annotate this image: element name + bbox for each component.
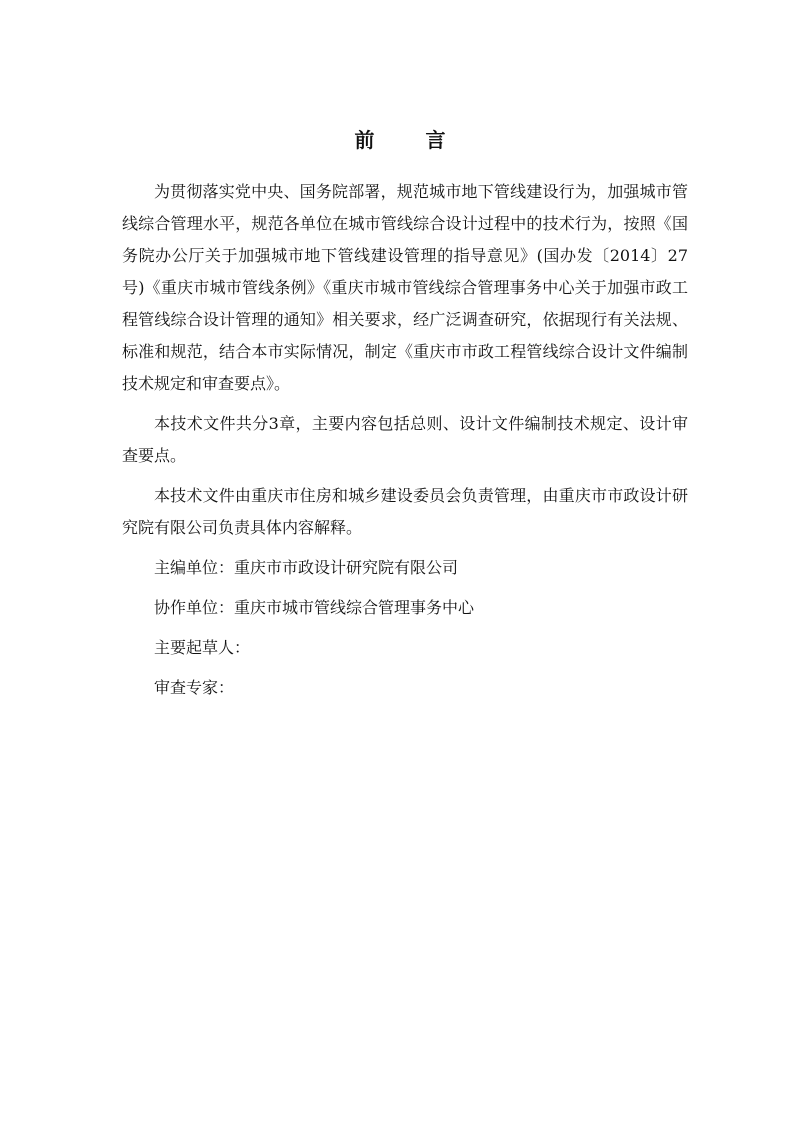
preface-paragraph-3: 本技术文件由重庆市住房和城乡建设委员会负责管理，由重庆市市政设计研究院有限公司负责具体内容解释。 <box>122 486 688 537</box>
editor-unit: 主编单位：重庆市市政设计研究院有限公司 <box>154 558 459 577</box>
cooperating-unit: 协作单位：重庆市城市管线综合管理事务中心 <box>154 598 475 617</box>
document-body <box>122 176 688 712</box>
reviewers: 审查专家： <box>154 678 235 697</box>
preface-paragraph-1: 为贯彻落实党中央、国务院部署，规范城市地下管线建设行为，加强城市管线综合管理水平，规范各单位在城市管线综合设计过程中的技术行为，按照《国务院办公厅关于加强城市地下管线建设管理的指导意见》(国办发〔2014〕27号)《重庆市城市管线条例》《重庆市城市管线综合管理事务中心关于加强市政工程管线综合设计管理的通知》相关要求，经广泛调查研究，依据现行有关法规、标准和规范，结合本市实际情况，制定《重庆市市政工程管线综合设计文件编制技术规定和审查要点》。 <box>122 182 688 393</box>
page-title: 前 言 <box>354 128 468 152</box>
main-drafters: 主要起草人： <box>154 638 251 657</box>
preface-paragraph-2: 本技术文件共分3章，主要内容包括总则、设计文件编制技术规定、设计审查要点。 <box>122 414 688 465</box>
